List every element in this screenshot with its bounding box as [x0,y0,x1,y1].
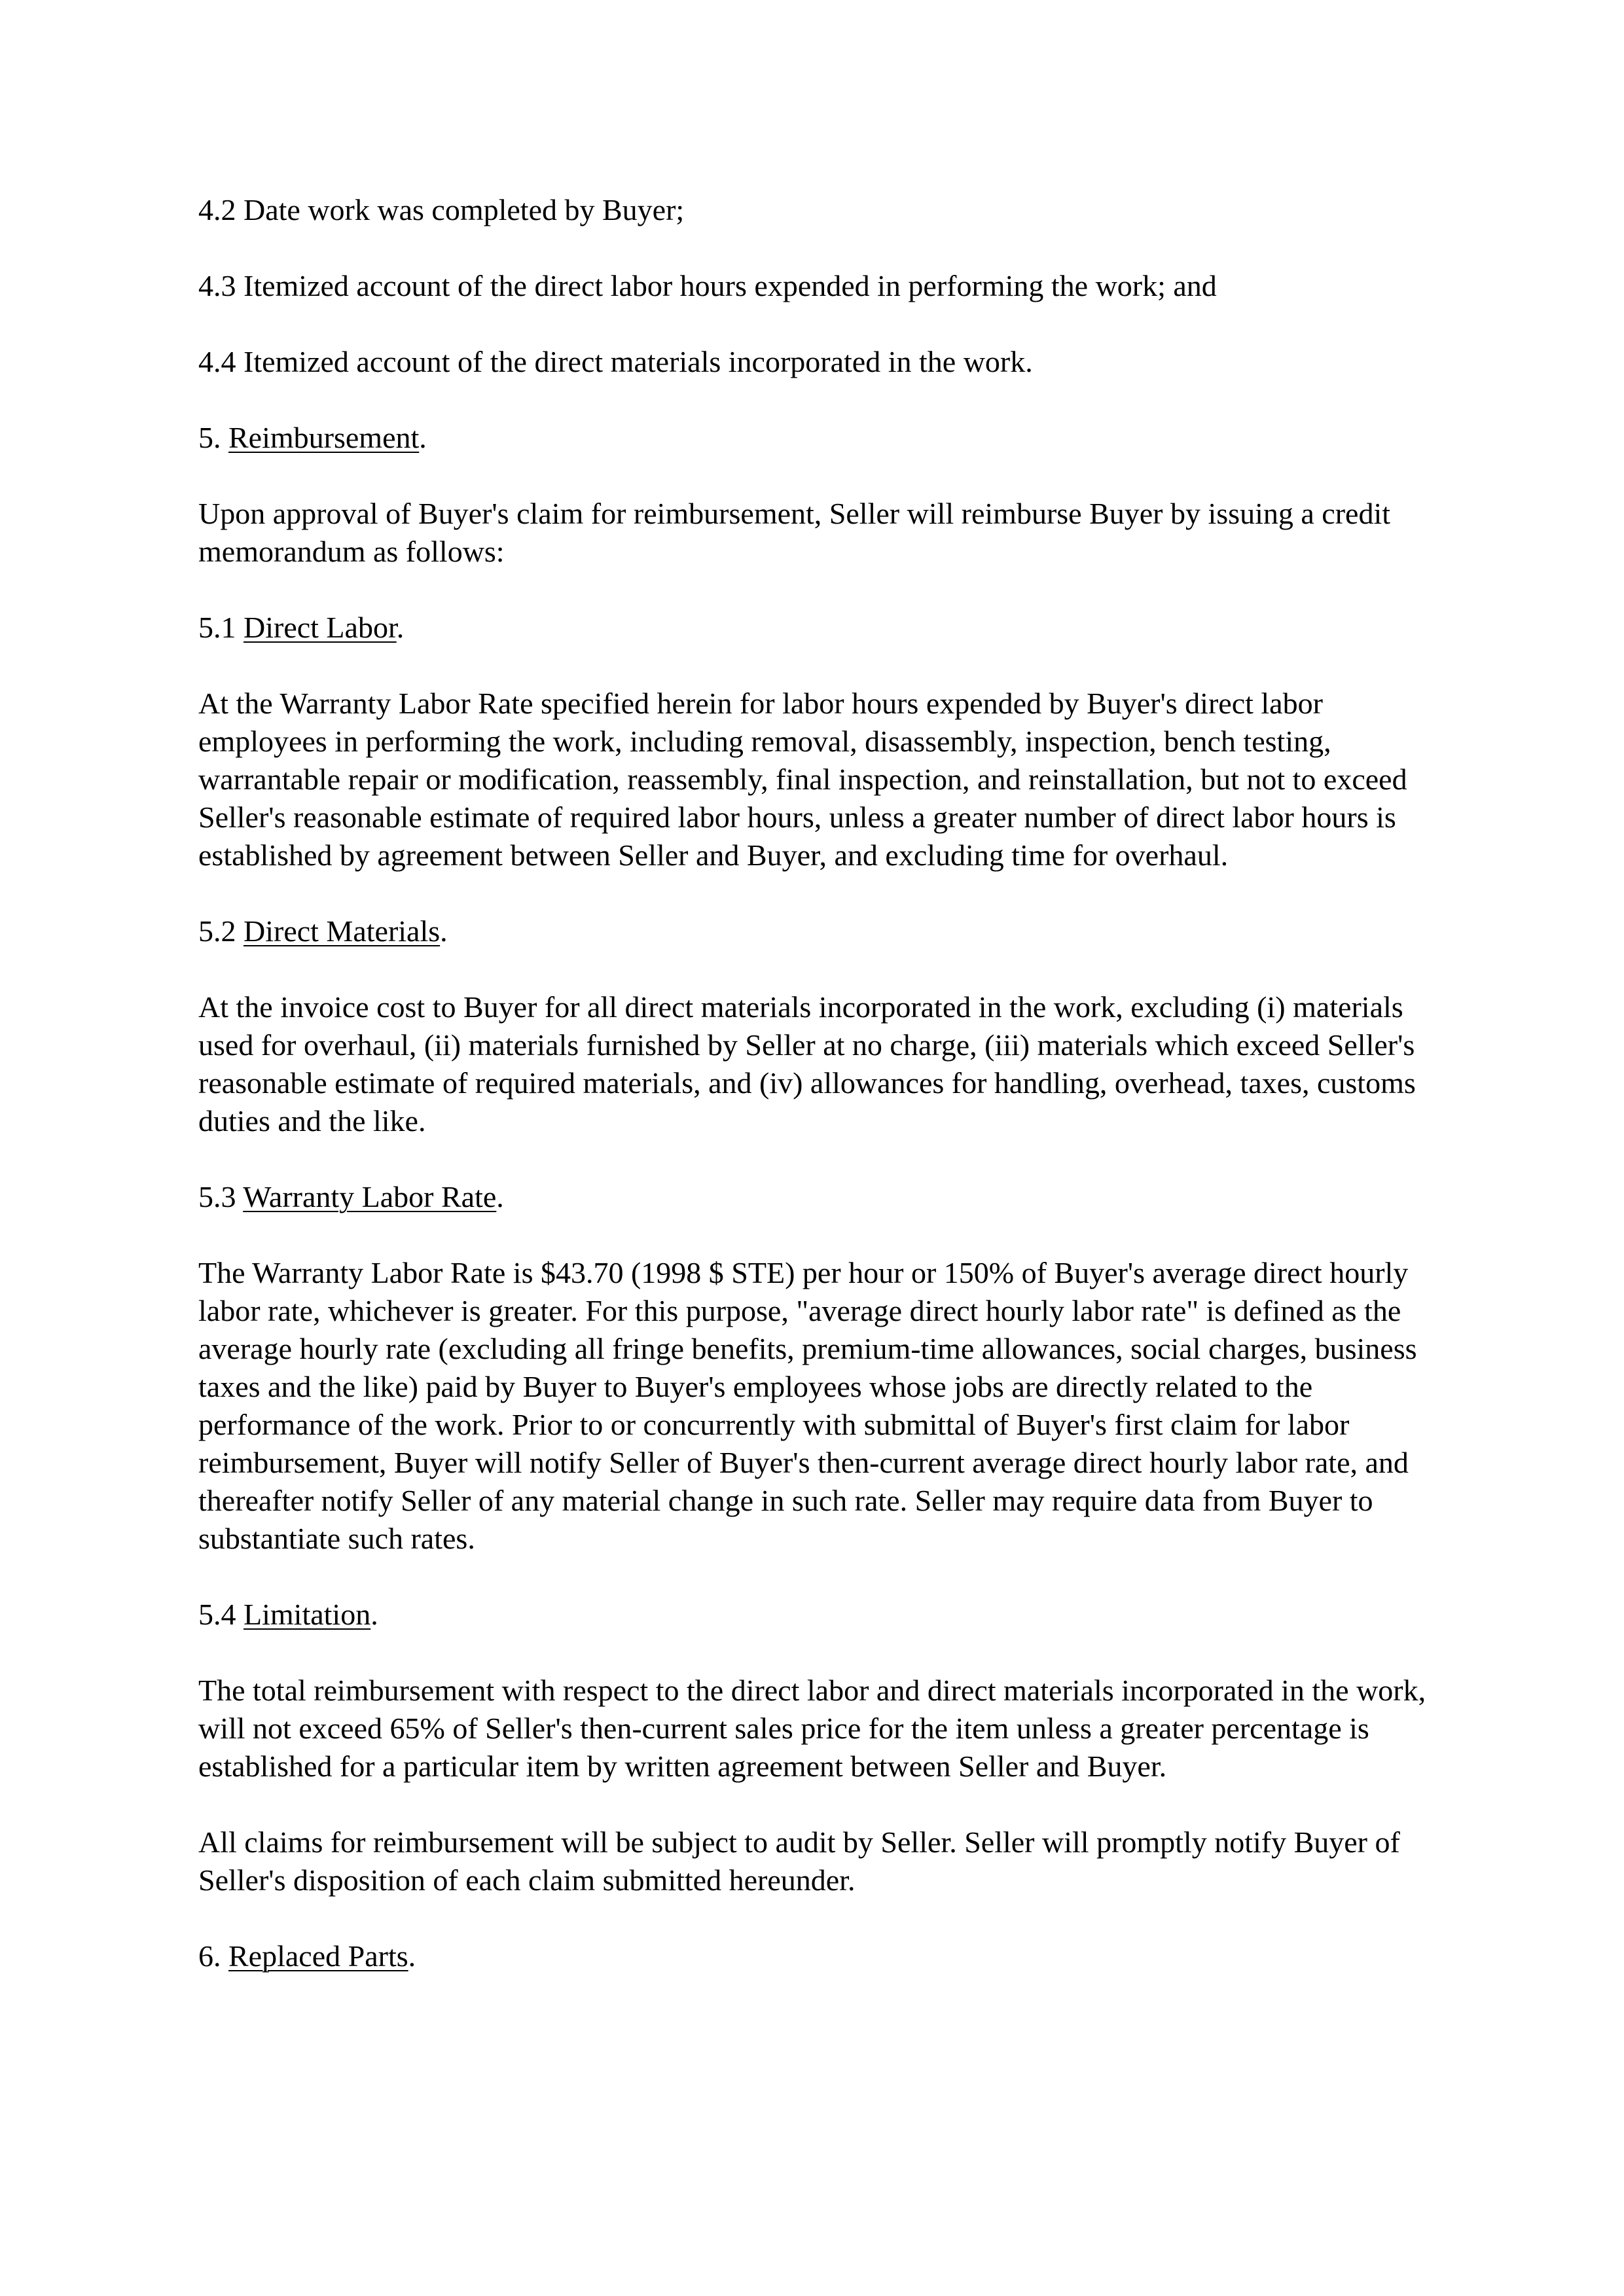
section-5-2-number: 5.2 [198,914,236,948]
section-5-1-body: At the Warranty Labor Rate specified herein for labor hours expended by Buyer's direct labor employees in performing the work, including removal, disassembly, inspection, bench testing, warrantable repair or modification, reassembly, final inspection, and reinstallation, but not to exceed Seller's reasonable estimate of required labor hours, unless a greater number of direct labor hours is established by agreement between Seller and Buyer, and excluding time for overhaul. [198,687,1407,872]
item-4-2: 4.2 Date work was completed by Buyer; [198,193,685,226]
section-5-4-number: 5.4 [198,1598,236,1631]
section-5-2-period: . [440,914,448,948]
section-5-3-heading [198,1178,1455,1216]
section-6-title: Replaced Parts [228,1939,408,1973]
section-6-number: 6. [198,1939,221,1973]
section-5-title: Reimbursement [228,421,420,454]
section-5-4-body: The total reimbursement with respect to the direct labor and direct materials incorporated in the work, will not exceed 65% of Seller's then-current sales price for the item unless a greater percentage is established for a particular item by written agreement between Seller and Buyer. [198,1674,1426,1783]
item-4-4: 4.4 Itemized account of the direct materials incorporated in the work. [198,345,1033,378]
section-5-1-period: . [396,611,405,644]
section-6-heading [198,1937,1455,1975]
section-5-1-heading [198,609,1455,647]
section-5-2-heading [198,912,1455,950]
section-5-4-audit: All claims for reimbursement will be subject to audit by Seller. Seller will promptly notify Buyer of Seller's disposition of each claim submitted hereunder. [198,1825,1400,1897]
section-5-4-heading [198,1596,1455,1634]
section-5-3-title: Warranty Labor Rate [243,1180,497,1213]
section-5-heading [198,419,1455,457]
section-5-intro: Upon approval of Buyer's claim for reimbursement, Seller will reimburse Buyer by issuing a credit memorandum as follows: [198,497,1390,568]
document-page [198,191,1455,2013]
item-4-3: 4.3 Itemized account of the direct labor hours expended in performing the work; and [198,269,1217,302]
section-5-1-title: Direct Labor [244,611,397,644]
section-5-3-period: . [496,1180,504,1213]
section-5-2-title: Direct Materials [244,914,441,948]
section-5-4-title: Limitation [244,1598,371,1631]
section-5-3-body: The Warranty Labor Rate is $43.70 (1998 $ STE) per hour or 150% of Buyer's average direct hourly labor rate, whichever is greater. For this purpose, "average direct hourly labor rate" is defined as the average hourly rate (excluding all fringe benefits, premium-time allowances, social charges, business taxes and the like) paid by Buyer to Buyer's employees whose jobs are directly related to the performance of the work. Prior to or concurrently with submittal of Buyer's first claim for labor reimbursement, Buyer will notify Seller of Buyer's then-current average direct hourly labor rate, and thereafter notify Seller of any material change in such rate. Seller may require data from Buyer to substantiate such rates. [198,1256,1417,1555]
section-5-number: 5. [198,421,221,454]
section-5-3-number: 5.3 [198,1180,236,1213]
section-5-period: . [419,421,427,454]
section-5-2-body: At the invoice cost to Buyer for all direct materials incorporated in the work, excluding (i) materials used for overhaul, (ii) materials furnished by Seller at no charge, (iii) materials which exceed Seller's reasonable estimate of required materials, and (iv) allowances for handling, overhead, taxes, customs duties and the like. [198,990,1416,1138]
section-5-1-number: 5.1 [198,611,236,644]
section-6-period: . [408,1939,416,1973]
section-5-4-period: . [370,1598,378,1631]
